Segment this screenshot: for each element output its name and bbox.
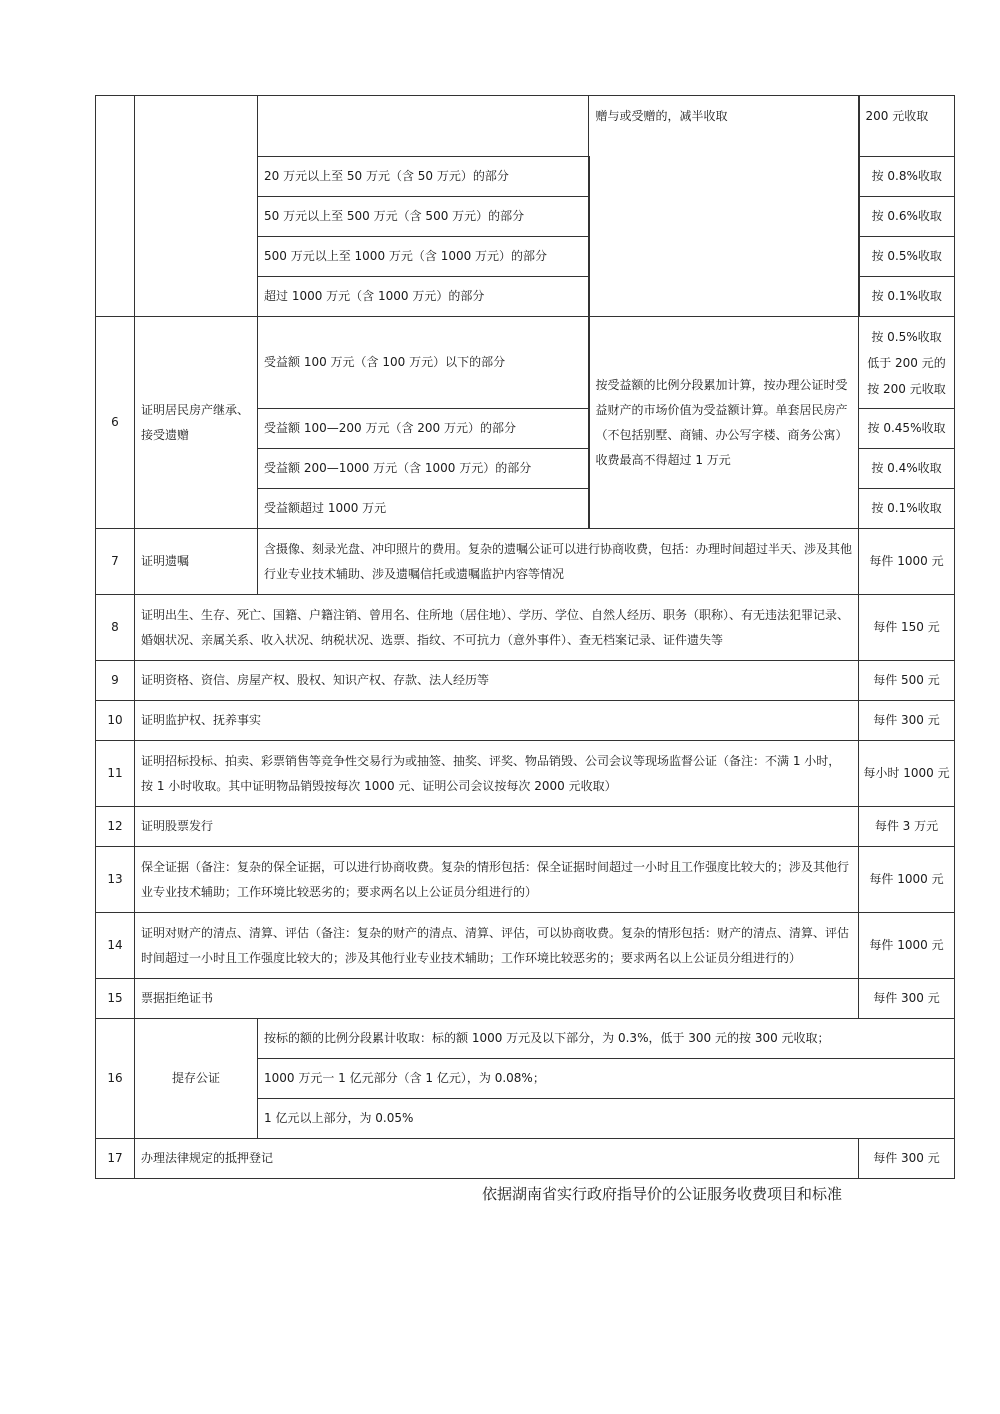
no-cell: 8 xyxy=(96,595,135,661)
tier-range: 受益额 100 万元（含 100 万元）以下的部分 xyxy=(258,317,589,409)
desc-cell: 证明对财产的清点、清算、评估（备注：复杂的财产的清点、清算、评估，可以协商收费。复杂的情形包括：财产的清点、清算、评估时间超过一小时且工作强度比较大的；涉及其他行业专业技术辅助；工作环境比较恶劣的；要求两名以上公证员分组进行的） xyxy=(135,913,859,979)
fee-cell: 每件 1000 元 xyxy=(859,847,955,913)
fee-cell: 每件 300 元 xyxy=(859,1139,955,1179)
row-16 xyxy=(96,1019,955,1059)
tier-rate-line: 按 200 元收取 xyxy=(867,381,946,396)
note-cell: 赠与或受赠的，减半收取 xyxy=(589,96,859,317)
fee-cell: 200 元收取 xyxy=(859,96,955,157)
tier-rate-line: 按 0.5%收取 xyxy=(871,329,942,344)
item-cell: 证明遗嘱 xyxy=(135,529,258,595)
desc-cell: 证明招标投标、拍卖、彩票销售等竞争性交易行为或抽签、抽奖、评奖、物品销毁、公司会议等现场监督公证（备注：不满 1 小时，按 1 小时收取。其中证明物品销毁按每次 1000 元、证明公司会议按每次 2000 元收取） xyxy=(135,741,859,807)
no-cell: 17 xyxy=(96,1139,135,1179)
tier-range: 500 万元以上至 1000 万元（含 1000 万元）的部分 xyxy=(258,237,589,277)
no-cell: 15 xyxy=(96,979,135,1019)
tier-range: 受益额 100—200 万元（含 200 万元）的部分 xyxy=(258,409,589,449)
desc-cell: 办理法律规定的抵押登记 xyxy=(135,1139,859,1179)
fee-cell: 每小时 1000 元 xyxy=(859,741,955,807)
no-cell: 14 xyxy=(96,913,135,979)
row-8 xyxy=(96,595,955,661)
row-12 xyxy=(96,807,955,847)
tier-rate: 按 0.1%收取 xyxy=(859,277,955,317)
row-15 xyxy=(96,979,955,1019)
tier-rate: 按 0.6%收取 xyxy=(859,197,955,237)
row-6 xyxy=(96,317,955,409)
tier-rate-line: 低于 200 元的 xyxy=(867,355,946,370)
fee-cell: 每件 150 元 xyxy=(859,595,955,661)
tier-rate: 按 0.1%收取 xyxy=(859,489,955,529)
item-cell: 证明居民房产继承、接受遗赠 xyxy=(135,317,258,529)
tier-rate: 按 0.45%收取 xyxy=(859,409,955,449)
tier-rate: 按 0.8%收取 xyxy=(859,157,955,197)
desc-cell: 证明监护权、抚养事实 xyxy=(135,701,859,741)
item-cell xyxy=(135,96,258,317)
desc-cell: 保全证据（备注：复杂的保全证据，可以进行协商收费。复杂的情形包括：保全证据时间超过一小时且工作强度比较大的；涉及其他行业专业技术辅助；工作环境比较恶劣的；要求两名以上公证员分组进行的） xyxy=(135,847,859,913)
fee-cell: 每件 3 万元 xyxy=(859,807,955,847)
row-5-top xyxy=(96,96,955,157)
row-7 xyxy=(96,529,955,595)
tier-rate: 按 0.4%收取 xyxy=(859,449,955,489)
tier-range: 受益额超过 1000 万元 xyxy=(258,489,589,529)
footer-caption: 依据湖南省实行政府指导价的公证服务收费项目和标准 xyxy=(482,1185,843,1203)
fee-cell: 每件 1000 元 xyxy=(859,913,955,979)
no-cell xyxy=(96,96,135,317)
no-cell: 9 xyxy=(96,661,135,701)
fee-cell: 每件 500 元 xyxy=(859,661,955,701)
tier-rate: 按 0.5%收取 xyxy=(859,237,955,277)
tier-line: 按标的额的比例分段累计收取：标的额 1000 万元及以下部分，为 0.3%，低于 300 元的按 300 元收取； xyxy=(258,1019,955,1059)
row-13 xyxy=(96,847,955,913)
note-cell: 按受益额的比例分段累加计算，按办理公证时受益财产的市场价值为受益额计算。单套居民房产（不包括别墅、商铺、办公写字楼、商务公寓）收费最高不得超过 1 万元 xyxy=(589,317,859,529)
fee-table xyxy=(95,95,955,1179)
row-10 xyxy=(96,701,955,741)
no-cell: 11 xyxy=(96,741,135,807)
tier-range: 受益额 200—1000 万元（含 1000 万元）的部分 xyxy=(258,449,589,489)
desc-cell: 证明出生、生存、死亡、国籍、户籍注销、曾用名、住所地（居住地）、学历、学位、自然人经历、职务（职称）、有无违法犯罪记录、婚姻状况、亲属关系、收入状况、纳税状况、选票、指纹、不可抗力（意外事件）、查无档案记录、证件遗失等 xyxy=(135,595,859,661)
no-cell: 7 xyxy=(96,529,135,595)
row-14 xyxy=(96,913,955,979)
no-cell: 16 xyxy=(96,1019,135,1139)
tier-line: 1000 万元一 1 亿元部分（含 1 亿元），为 0.08%； xyxy=(258,1059,955,1099)
item-cell: 提存公证 xyxy=(135,1019,258,1139)
row-9 xyxy=(96,661,955,701)
desc-cell: 票据拒绝证书 xyxy=(135,979,859,1019)
tier-range: 50 万元以上至 500 万元（含 500 万元）的部分 xyxy=(258,197,589,237)
tier-range: 20 万元以上至 50 万元（含 50 万元）的部分 xyxy=(258,157,589,197)
row-17 xyxy=(96,1139,955,1179)
row-11 xyxy=(96,741,955,807)
desc-cell: 证明股票发行 xyxy=(135,807,859,847)
no-cell: 6 xyxy=(96,317,135,529)
desc-cell: 含摄像、刻录光盘、冲印照片的费用。复杂的遗嘱公证可以进行协商收费，包括：办理时间超过半天、涉及其他行业专业技术辅助、涉及遗嘱信托或遗嘱监护内容等情况 xyxy=(258,529,859,595)
fee-cell: 每件 300 元 xyxy=(859,979,955,1019)
fee-cell: 每件 300 元 xyxy=(859,701,955,741)
tier-rate xyxy=(859,317,955,409)
tier-range: 超过 1000 万元（含 1000 万元）的部分 xyxy=(258,277,589,317)
tier-cell-empty xyxy=(258,96,589,157)
no-cell: 10 xyxy=(96,701,135,741)
tier-line: 1 亿元以上部分，为 0.05% xyxy=(258,1099,955,1139)
fee-cell: 每件 1000 元 xyxy=(859,529,955,595)
no-cell: 12 xyxy=(96,807,135,847)
desc-cell: 证明资格、资信、房屋产权、股权、知识产权、存款、法人经历等 xyxy=(135,661,859,701)
no-cell: 13 xyxy=(96,847,135,913)
